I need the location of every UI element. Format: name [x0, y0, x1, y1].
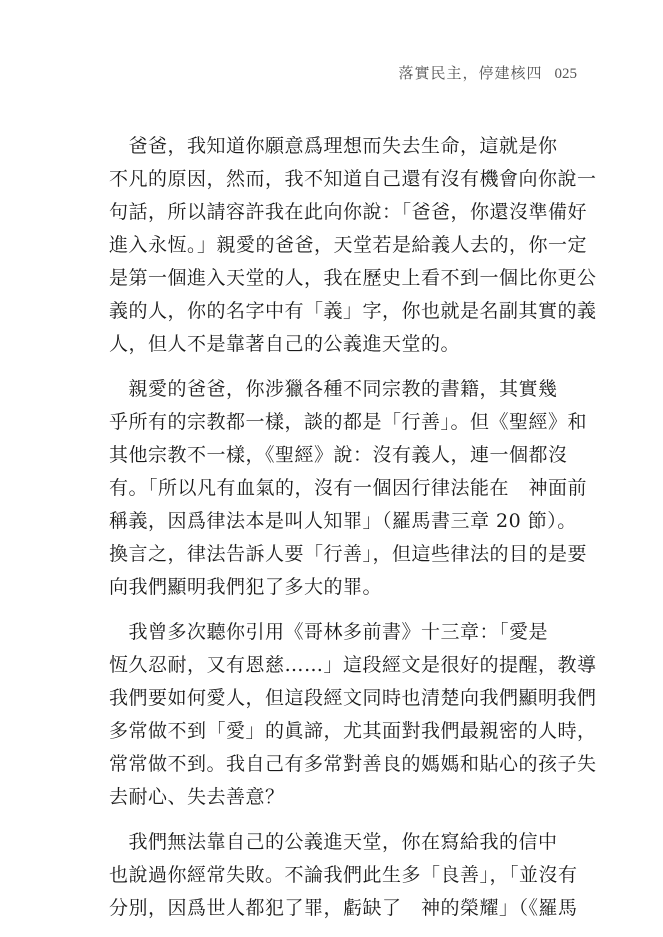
text-line: 其他宗教不一樣，《聖經》說：沒有義人，連一個都沒 [109, 444, 568, 466]
text-line: 去耐心、失去善意？ [109, 786, 285, 808]
text-line: 也說過你經常失敗。不論我們此生多「良善」，「並沒有 [109, 864, 578, 886]
text-line: 多常做不到「愛」的眞諦，尤其面對我們最親密的人時， [109, 720, 597, 742]
text-line: 我們無法靠自己的公義進天堂，你在寫給我的信中 [109, 831, 558, 853]
text-line: 我們要如何愛人，但這段經文同時也清楚向我們顯明我們 [109, 687, 597, 709]
chapter-title: 落實民主，停建核四 [398, 64, 543, 82]
body-text [109, 130, 597, 937]
text-line: 常常做不到。我自己有多常對善良的媽媽和貼心的孩子失 [109, 753, 597, 775]
paragraph-1 [109, 130, 597, 361]
paragraph-4 [109, 826, 578, 925]
paragraph-3 [109, 616, 597, 814]
text-line: 稱義，因爲律法本是叫人知罪」（羅馬書三章 20 節）。 [109, 510, 577, 532]
text-line: 爸爸，我知道你願意爲理想而失去生命，這就是你 [109, 135, 558, 157]
text-line: 句話，所以請容許我在此向你說：「爸爸，你還沒準備好 [109, 201, 588, 223]
text-line: 是第一個進入天堂的人，我在歷史上看不到一個比你更公 [109, 267, 597, 289]
text-line: 進入永恆。」親愛的爸爸，天堂若是給義人去的，你一定 [109, 234, 588, 256]
text-line: 親愛的爸爸，你涉獵各種不同宗教的書籍，其實幾 [109, 378, 558, 400]
text-line: 向我們顯明我們犯了多大的罪。 [109, 576, 383, 598]
text-line: 我曾多次聽你引用《哥林多前書》十三章：「愛是 [109, 621, 549, 643]
text-line: 人，但人不是靠著自己的公義進天堂的。 [109, 333, 461, 355]
text-line: 恆久忍耐，又有恩慈……」這段經文是很好的提醒，教導 [109, 654, 597, 676]
paragraph-2 [109, 373, 588, 604]
text-line: 乎所有的宗教都一樣，談的都是「行善」。但《聖經》和 [109, 411, 588, 433]
text-line: 分別，因爲世人都犯了罪，虧缺了 神的榮耀」（《羅馬 [109, 897, 578, 919]
text-line: 有。「所以凡有血氣的，沒有一個因行律法能在 神面前 [109, 477, 588, 499]
text-line: 義的人，你的名字中有「義」字，你也就是名副其實的義 [109, 300, 597, 322]
running-header [398, 62, 577, 83]
page-number: 025 [554, 66, 577, 82]
text-line: 換言之，律法告訴人要「行善」，但這些律法的目的是要 [109, 543, 588, 565]
text-line: 不凡的原因，然而，我不知道自己還有沒有機會向你說一 [109, 168, 597, 190]
